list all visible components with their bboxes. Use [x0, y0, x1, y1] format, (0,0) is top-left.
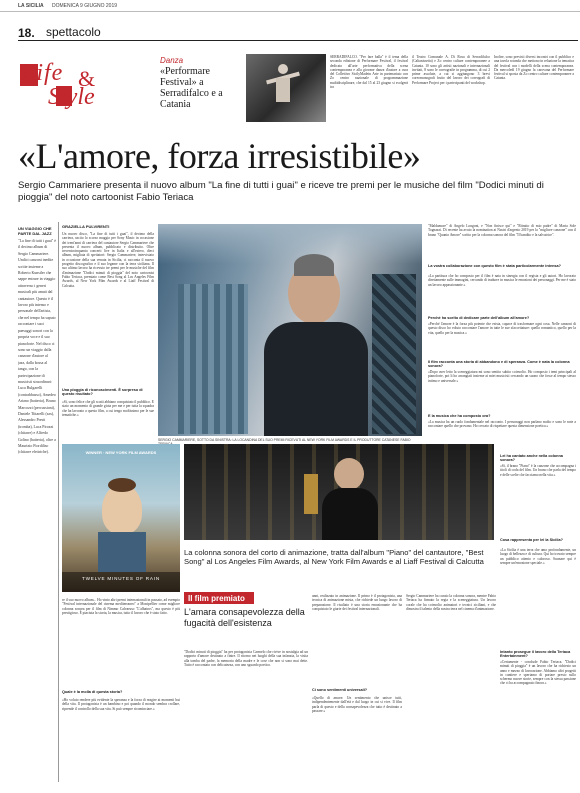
danza-title: «Performare Festival» a Serradifalco e a Catania: [160, 66, 223, 110]
poster-award: WINNER · NEW YORK FILM AWARDS: [85, 450, 157, 455]
body-bottom-column-b: «Ho voluto rendere più evidente la speranza e la forza di reagire ai momenti bui della vita. Il protagonista è un bambino e poi quando il mondo sembra crollare, riprende il controllo della sua vita. Si può sempre ricominciare.»: [62, 698, 180, 711]
right-column-text: «Certamente - conclude Fabio Teriaca. "Dodici minuti di pioggia" è un lavoro che ha richiesto un anno e mezzo di lavorazione. Abbiamo altri progetti in cantiere e speriamo di portare presto sullo schermo nuove storie, sempre con la stessa passione che ci ha accompagnato finora.»: [500, 660, 576, 686]
section-rule: [18, 40, 578, 41]
body-column-2e: «La musica ha un ruolo fondamentale nel racconto. I personaggi non parlano molto e sono le note a raccontare quello che provano. Ho cercato di rispettare questa dimensione poetica.»: [428, 420, 576, 429]
masthead: LA SICILIA: [18, 3, 44, 9]
body-column-1b: «Sì, sono felice che gli scatti abbiano conquistato il pubblico. È stato un momento di grande gioia per me e per tutta la squadra che ha lavorato a questo film, a cui tengo moltissimo per le sue tematiche.»: [62, 400, 154, 417]
question-col2-d: E la musica che ha composto ora?: [428, 414, 491, 418]
question-col2-e: Lei ha cantato anche nella colonna sonora?: [500, 454, 563, 463]
question-col2-c: Il film racconta una storia di abbandono e di speranza. Come è nata la colonna sonora?: [428, 360, 570, 369]
film-col1: "Dodici minuti di pioggia" ha per protagonista Carmelo che rivive in nostalgia ad un rapporto d'amore destinato a finire. Il ritorno nei luoghi della sua infanzia, la visita alla tomba del padre, la memoria della madre e le cose che non si sono mai dette. Tutto è raccontato con delicatezza, con uno sguardo poetico.: [184, 650, 308, 667]
body-column-2: "Maldamore" di Angelo Longoni, e "Non finisce qui" e "Ritratto di mio padre" di Maria Sole Tognazzi. Di recente ha avuto la nomination ai Nastri d'argento 2019 per la "migliore canzone" con il brano "Quanto Amore" scritto per la colonna sonora del film "Il bandito e la salvatrice".: [428, 224, 576, 237]
film-kicker: Il film premiato: [188, 594, 245, 603]
danza-col2: il Teatro Comunale A. Di Rosa di Serradifalco (Caltanissetta) e Zo centro culture contemporanee a Catania. 10 sono gli artisti nazionali e internazionali invitati, 8 sono le coreografie in programma, di cui 2 prime assolute, a cui si aggiungono 3 brevi coreomonografi frutto del lavoro dei coreografi di Performare Project per i partecipanti del workshop.: [412, 55, 490, 85]
pull-quote: La colonna sonora del corto di animazione, tratta dall'album "Piano" del cantautore, "Best Song" al Los Angeles Film Awards, al New York Film Awards e al Liaff Festival di Calcutta: [184, 548, 484, 567]
body-column-2g: «La Sicilia è una terra che amo profondamente, un luogo di bellezza e di cultura. Qui ho trovato sempre un pubblico attento e caloroso. Suonare qui è sempre un'emozione speciale.»: [500, 548, 576, 565]
section-title: spettacolo: [46, 25, 101, 39]
film-title: L'amara consapevolezza della fugacità dell'esistenza: [184, 607, 305, 628]
film-col2b: «Quello di amore. Un sentimento che unisce tutti, indipendentemente dall'età e dal luogo in cui si vive. Il film parla di questo e della consapevolezza che tutto è destinato a passare.»: [312, 696, 402, 713]
logo-word-style: Style: [48, 84, 95, 110]
poster-title: TWELVE MINUTES OF RAIN: [81, 576, 160, 581]
danza-col3: Inoltre, sono previsti diversi incontri con il pubblico e una tavola rotonda che mettono in relazione la tematica del festival con i modelli della scena contemporanea. Da mercoledì 19 giugno la carovana del Performare festival si sposta da Zo centro culture contemporanee a Catania.: [494, 55, 574, 81]
photo-caption: SERGIO CAMMARIERE, SOTTO DA SINISTRA: LA LOCANDINA DEL SUO PREMI RICEVUTI AL NEW YORK FILM AWARDS E IL PRODUTTORE CATANESE FABIO: [158, 438, 411, 442]
sidebar-divider: [58, 222, 59, 782]
sidebar-kicker: UN VIAGGIO CHE PARTE DAL JAZZ: [18, 226, 52, 236]
body-column-1: Un nuovo disco, "La fine di tutti i guai", il decimo della carriera, uscito lo scorso maggio per Sony Music in occasione dei trent'anni di carriera del cantautore Sergio Cammariere che presenta il nuovo album, pubblicato e distribuito. Oltre trecentocinquanta concerti live in Italia e all'estero, dieci album, migliaia di spettatori: Sergio Cammariere, intervistato in occasione della sua venuta in Sicilia, ci racconta il nuovo progetto discografico e il suo legame con la terra siciliana. Il suo ultimo lavoro ha ricevuto tre premi per le musiche del film d'animazione "Dodici minuti di pioggia" del noto cartoonist Fabio Teriaca, premiato come Best Song al Los Angeles Film Awards, al New York Film Awards e al Liaff Festival di Calcutta.: [62, 232, 154, 288]
film-poster: [62, 444, 180, 592]
question-col2-f: Cosa rappresenta per lei la Sicilia?: [500, 538, 563, 542]
body-column-2b: «La partitura che ho composto per il film è nata in sinergia con il regista e gli autori. Ho lavorato direttamente sulle immagini, cercando di tradurre in musica le emozioni dei personaggi. Per me è stato un lavoro appassionante.»: [428, 274, 576, 287]
question-bottom: Quale è la molla di questa storia?: [62, 690, 123, 694]
film-col2: anni, realizzato in animazione. Il primo è il protagonista, una tecnica di animazione mista, che richiede un lungo lavoro di preparazione. Il risultato è una storia emozionante che ha conquistato le giurie dei festival internazionali.: [312, 594, 402, 611]
film-question: Ci sono sentimenti universali?: [312, 688, 368, 692]
main-headline: «L'amore, forza irresistibile»: [18, 136, 421, 176]
body-column-2c: «Perché l'amore è la forza più potente che esista, capace di trasformare ogni cosa. Nelle canzoni di questo disco ho voluto raccontare l'amore in tutte le sue sfaccettature: quello romantico, quello per la vita, quello per la musica.»: [428, 322, 576, 335]
dancer-photo: [246, 54, 326, 122]
logo-ampersand: &: [78, 66, 96, 91]
logo-word-life: Life: [22, 60, 64, 86]
body-column-2f: «Sì, il brano "Piano" è la canzone che accompagna i titoli di coda del film. Un brano che parla del tempo e delle scelte che facciamo nella vita.»: [500, 464, 576, 477]
body-bottom-column: re il suo nuovo album... Ho vinto altri premi internazionali in passato, ad esempio "Festival internazionale del cinema mediterraneo" a Montpellier come migliore colonna sonora per il film di Nimmo Calvaruso "L'albatros", ma questo è più prestigioso. È piaciuta la storia, la musica, tutto il lavoro che è stato fatto.: [62, 598, 180, 615]
question-1: Una pioggia di riconoscimenti. È sorpreso di questo risultato?: [62, 388, 143, 397]
main-subheadline: Sergio Cammariere presenta il nuovo album "La fine di tutti i guai" e riceve tre premi per le musiche del film "Dodici minuti di pioggia" del noto cartoonist Fabio Teriaca: [18, 180, 544, 203]
page-number: 18.: [18, 26, 35, 40]
danza-col1: SERRADIFALCO. "Per fare balla" è il tema della seconda edizione di Performare Festival, il festival dedicato all'arte performativa della scena contemporanea e alla giovane danza d'autore a cura del Collettivo SicilyMadein Arte in partenariato con Zo centro nazionale di programmazione multidisciplinare, che dal 15 al 23 giugno si svolgerà tra: [330, 55, 408, 90]
danza-kicker: Danza: [160, 56, 184, 65]
question-col2-a: La vostra collaborazione con questo film è stata particolarmente intensa?: [428, 264, 561, 268]
life-style-logo: [18, 60, 126, 110]
masthead-bar: [0, 0, 580, 12]
issue-date: DOMENICA 9 GIUGNO 2019: [52, 3, 118, 9]
question-col2-b: Perché ha scelto di dedicare parte dell'album all'amore?: [428, 316, 530, 320]
sidebar-text: "La fine di tutti i guai" è il decimo album di Sergio Cammariere. Undici canzoni inedite scritte insieme a Roberto Kunstler che sappe entrare in viaggio attraverso i generi musicali più amati dal cantautore. Questo è il lavoro più intenso e personale dell'artista, che nel tempo ha saputo raccontare i suoi paesaggi sonori con la propria voce e il suo pianoforte. Nel disco ci sono un viaggio dalla canzone d'autore al jazz, dalla bossa al tango, con la partecipazione di musicisti straordinari: Luca Bulgarelli (contrabbasso), Amedeo Ariano (batteria), Bruno Marcozzi (percussioni), Daniele Tittarelli (sax), Alessandro Presti (tromba), Luca Pirozzi (chitarre) e Alfredo Golino (batteria), oltre a Maurizio Fiordiliso (chitarre elettriche).: [18, 239, 56, 455]
award-photo: [184, 444, 494, 540]
film-col3: Sergio Cammariere ha curato la colonna sonora, mentre Fabio Teriaca ha firmato la regia e la sceneggiatura. Un lavoro corale che ha coinvolto animatori e tecnici siciliani, e che dimostra il talento della nostra terra nel cinema d'animazione.: [406, 594, 496, 611]
body-column-2d: «Dopo aver letto la sceneggiatura mi sono sentito subito coinvolto. Ho composto i temi principali al pianoforte, poi li ho arrangiati insieme ai miei musicisti cercando un suono che fosse al tempo stesso intimo e universale.»: [428, 370, 576, 383]
byline: GRAZIELLA PULVIRENTI: [62, 224, 110, 229]
cammariere-photo: [158, 224, 422, 436]
question-right: Intanto prosegue il lavoro della Teriaca Entertainment?: [500, 650, 571, 659]
